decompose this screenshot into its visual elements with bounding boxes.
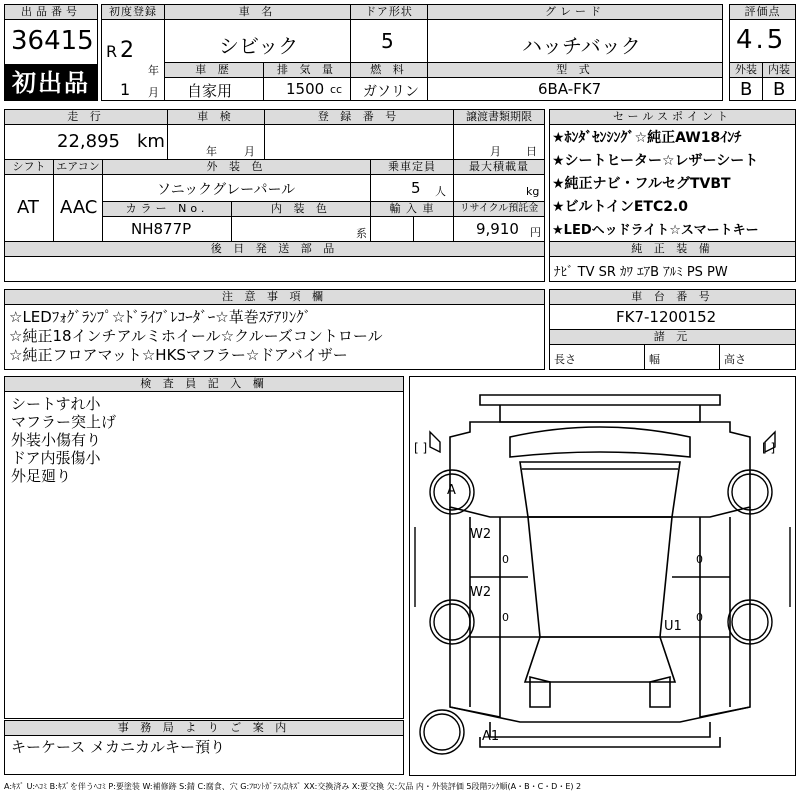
inspector-line-2: マフラー突上げ [11,413,117,431]
note-line-3: ☆純正フロアマット☆HKSマフラー☆ドアバイザー [9,346,348,364]
model-cell [427,77,723,101]
chassis-number: FK7-1200152 [616,308,717,326]
plate-label: 登 録 番 号 [264,109,454,125]
import-cell [370,216,454,242]
month-unit: 月 [148,86,159,99]
doors-label: ドア形状 [350,4,428,20]
ext-label: 外装 [729,62,763,78]
fuel-cell [350,77,428,101]
sales-point-5: ★LEDヘッドライト☆スマートキー [552,223,759,238]
dims-length-cell [549,344,645,370]
fuel-label: 燃 料 [350,62,428,78]
inspection-year-unit: 年 [206,145,217,158]
load-label: 最大積載量 [453,159,545,175]
dims-height-cell [719,344,796,370]
office-label: 事 務 局 よ り ご 案 内 [4,720,404,736]
color: ソニックグレーパール [157,182,296,198]
inspector-line-4: ドア内張傷小 [11,449,101,467]
dims-width-cell [644,344,720,370]
equipment-cell [549,256,796,282]
inspector-label: 検 査 員 記 入 欄 [4,376,404,392]
reg-year: 2 [120,38,134,63]
fuel: ガソリン [363,84,419,100]
zero-mark-1: 0 [502,553,509,566]
capacity-label: 乗車定員 [370,159,454,175]
ac-label: エアコン [53,159,103,175]
transfer-month: 月 [490,145,501,158]
equipment: ﾅﾋﾞ TV SR ｶﾜ ｴｱB ｱﾙﾐ PS PW [554,265,728,280]
grade-label: グレード [427,4,723,20]
sales-point-1: ★ﾎﾝﾀﾞｾﾝｼﾝｸﾞ☆純正AW18ｲﾝﾁ [552,130,742,146]
zero-mark-3: 0 [696,553,703,566]
reg-month: 1 [120,80,131,99]
recycle-cell [453,216,545,242]
sales-point-4: ★ビルトインETC2.0 [552,199,689,215]
inspector-line-1: シートすれ小 [11,395,101,413]
score-label: 評価点 [729,4,796,20]
era: R [106,42,118,61]
chassis-cell [549,304,796,330]
bracket-right: [ ] [762,441,776,455]
history: 自家用 [187,82,233,100]
model: 6BA-FK7 [538,80,602,98]
displacement: 1500 [286,80,325,98]
equipment-label: 純 正 装 備 [549,241,796,257]
score: 4.5 [736,25,787,55]
shift: AT [17,197,39,218]
bracket-left: [ ] [414,441,428,455]
inspector-cell [4,391,404,719]
name-label: 車 名 [164,4,351,20]
doors-cell [350,19,428,63]
damage-mark-w2-rear: W2 [470,585,492,600]
history-cell [164,77,264,101]
dims-label: 諸 元 [549,329,796,345]
load-cell [453,174,545,202]
color-cell [102,174,371,202]
inspector-line-5: 外足廻り [11,467,72,485]
reg-cell [101,19,165,101]
shift-label: シフト [4,159,54,175]
inspection-month-unit: 月 [244,145,255,158]
displacement-cell [263,77,351,101]
width-label: 幅 [649,353,660,366]
inspector-line-3: 外装小傷有り [11,431,102,449]
first-listing-badge [4,65,98,101]
transfer-cell [453,124,545,160]
score-cell [729,19,796,63]
reg-label: 初度登録 [101,4,165,20]
inspection-label: 車 検 [167,109,265,125]
recycle-label: リサイクル預託金 [453,201,545,217]
legend: A:ｷｽﾞ U:ﾍｺﾐ B:ｷｽﾞを伴うﾍｺﾐ P:要塗装 W:補修跡 S:錆 C:腐食、穴 G:ﾌﾛﾝﾄｶﾞﾗｽ点ｷｽﾞ XX:交換済み X:要交換 欠:欠品 内・外装評価 5段階ﾗﾝｸ順(A・B・C・D・E) 2 [4,782,582,791]
capacity-unit: 人 [435,185,446,198]
length-label: 長さ [554,353,576,366]
recycle: 9,910 [476,220,519,238]
note-line-1: ☆LEDﾌｫｸﾞﾗﾝﾌﾟ☆ﾄﾞﾗｲﾌﾞﾚｺｰﾀﾞｰ☆革巻ｽﾃｱﾘﾝｸﾞ [9,308,312,326]
model-label: 型 式 [427,62,723,78]
notes-label: 注 意 事 項 欄 [4,289,545,305]
plate-cell [264,124,454,160]
inspection-cell [167,124,265,160]
damage-mark-w2-front: W2 [470,527,492,542]
shift-cell [4,174,54,242]
lot-number-cell [4,19,98,65]
transfer-day: 日 [526,145,537,158]
sales-points-label: セールスポイント [549,109,796,125]
car-diagram [409,376,796,776]
int-color-label: 内 装 色 [231,201,371,217]
int-color-unit: 系 [356,227,367,240]
color-no-cell [102,216,232,242]
mileage-cell [4,124,168,160]
office-cell [4,735,404,775]
ac-cell [53,174,103,242]
later-parts-cell [4,256,545,282]
km-unit: km [137,131,165,152]
color-no: NH877P [131,220,192,238]
capacity: 5 [411,179,421,197]
displacement-label: 排 気 量 [263,62,351,78]
int-grade-cell [762,77,796,101]
damage-mark-a1: A1 [482,729,500,744]
history-label: 車 歴 [164,62,264,78]
sales-point-2: ★シートヒーター☆レザーシート [552,153,759,169]
damage-mark-u1: U1 [664,619,682,634]
year-unit: 年 [148,64,159,77]
color-label: 外 装 色 [102,159,371,175]
yen-unit: 円 [530,226,541,239]
lot-label: 出品番号 [4,4,98,20]
ext-grade-cell [729,77,763,101]
damage-mark-a: A [447,483,456,498]
ac: AAC [60,197,98,218]
office-text: キーケース メカニカルキー預り [11,738,226,756]
cc-unit: cc [330,83,343,96]
height-label: 高さ [724,353,746,366]
mileage: 22,895 [57,131,120,152]
sales-point-3: ★純正ナビ・フルセグTVBT [552,176,731,192]
int-label: 内装 [762,62,796,78]
grade-cell [427,19,723,63]
grade: ハッチバック [522,34,641,58]
car-name: シビック [219,34,299,58]
later-parts-label: 後 日 発 送 部 品 [4,241,545,257]
note-line-2: ☆純正18インチアルミホイール☆クルーズコントロール [9,327,383,345]
load-unit: kg [526,185,540,198]
car-name-cell [164,19,351,63]
zero-mark-4: 0 [696,611,703,624]
ext-grade: B [740,79,753,100]
notes-cell [4,304,545,370]
sales-points-cell [549,124,796,242]
import-label: 輸 入 車 [370,201,454,217]
int-color-cell [231,216,371,242]
chassis-label: 車 台 番 号 [549,289,796,305]
first-listing-text: 初出品 [12,69,90,97]
mileage-label: 走 行 [4,109,168,125]
zero-mark-2: 0 [502,611,509,624]
capacity-cell [370,174,454,202]
transfer-label: 譲渡書類期限 [453,109,545,125]
car-outline-svg [410,377,795,775]
lot-number: 36415 [11,26,94,56]
color-no-label: カラー No. [102,201,232,217]
doors: 5 [381,29,394,53]
int-grade: B [773,79,786,100]
